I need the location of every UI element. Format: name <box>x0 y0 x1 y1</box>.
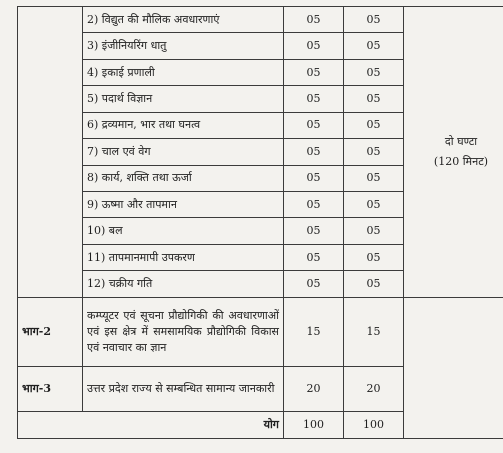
topic-cell: 9) ऊष्मा और तापमान <box>83 191 284 217</box>
questions-cell: 05 <box>344 33 404 59</box>
time-minutes: (120 मिनट) <box>433 154 489 168</box>
total-questions: 100 <box>344 412 404 439</box>
marks-cell: 05 <box>284 271 344 297</box>
topic-cell: 10) बल <box>83 218 284 244</box>
questions-cell: 05 <box>344 7 404 33</box>
syllabus-table <box>17 6 503 439</box>
table-row-part2 <box>18 297 503 366</box>
part2-marks: 15 <box>284 297 344 366</box>
marks-cell: 05 <box>284 139 344 165</box>
questions-cell: 05 <box>344 244 404 270</box>
marks-cell: 05 <box>284 86 344 112</box>
topic-cell: 2) विद्युत की मौलिक अवधारणाएं <box>83 7 284 33</box>
topic-cell: 3) इंजीनियरिंग धातु <box>83 33 284 59</box>
part3-subject: उत्तर प्रदेश राज्य से सम्बन्धित सामान्य जानकारी <box>83 366 284 412</box>
marks-cell: 05 <box>284 218 344 244</box>
marks-cell: 05 <box>284 244 344 270</box>
topic-cell: 12) चक्रीय गति <box>83 271 284 297</box>
table-row <box>18 7 503 33</box>
marks-cell: 05 <box>284 112 344 138</box>
marks-cell: 05 <box>284 33 344 59</box>
total-marks: 100 <box>284 412 344 439</box>
topic-cell: 5) पदार्थ विज्ञान <box>83 86 284 112</box>
part2-questions: 15 <box>344 297 404 366</box>
questions-cell: 05 <box>344 59 404 85</box>
topic-cell: 8) कार्य, शक्ति तथा ऊर्जा <box>83 165 284 191</box>
part2-subject: कम्प्यूटर एवं सूचना प्रौद्योगिकी की अवधारणाओं एवं इस क्षेत्र में समसामयिक प्रौद्योगिकी विकास एवं नवाचार का ज्ञान <box>83 297 284 366</box>
topic-cell: 4) इकाई प्रणाली <box>83 59 284 85</box>
part-cell-empty <box>18 7 83 298</box>
marks-cell: 05 <box>284 7 344 33</box>
questions-cell: 05 <box>344 139 404 165</box>
part2-label: भाग-2 <box>18 297 83 366</box>
questions-cell: 05 <box>344 191 404 217</box>
topic-cell: 11) तापमानमापी उपकरण <box>83 244 284 270</box>
questions-cell: 05 <box>344 218 404 244</box>
questions-cell: 05 <box>344 271 404 297</box>
time-cell <box>404 7 503 298</box>
questions-cell: 05 <box>344 112 404 138</box>
topic-cell: 7) चाल एवं वेग <box>83 139 284 165</box>
time-duration: दो घण्टा <box>444 134 478 148</box>
marks-cell: 05 <box>284 59 344 85</box>
marks-cell: 05 <box>284 165 344 191</box>
time-cell-empty <box>404 297 503 438</box>
total-label: योग <box>18 412 284 439</box>
part3-questions: 20 <box>344 366 404 412</box>
part3-label: भाग-3 <box>18 366 83 412</box>
questions-cell: 05 <box>344 165 404 191</box>
topic-cell: 6) द्रव्यमान, भार तथा घनत्व <box>83 112 284 138</box>
questions-cell: 05 <box>344 86 404 112</box>
marks-cell: 05 <box>284 191 344 217</box>
part3-marks: 20 <box>284 366 344 412</box>
